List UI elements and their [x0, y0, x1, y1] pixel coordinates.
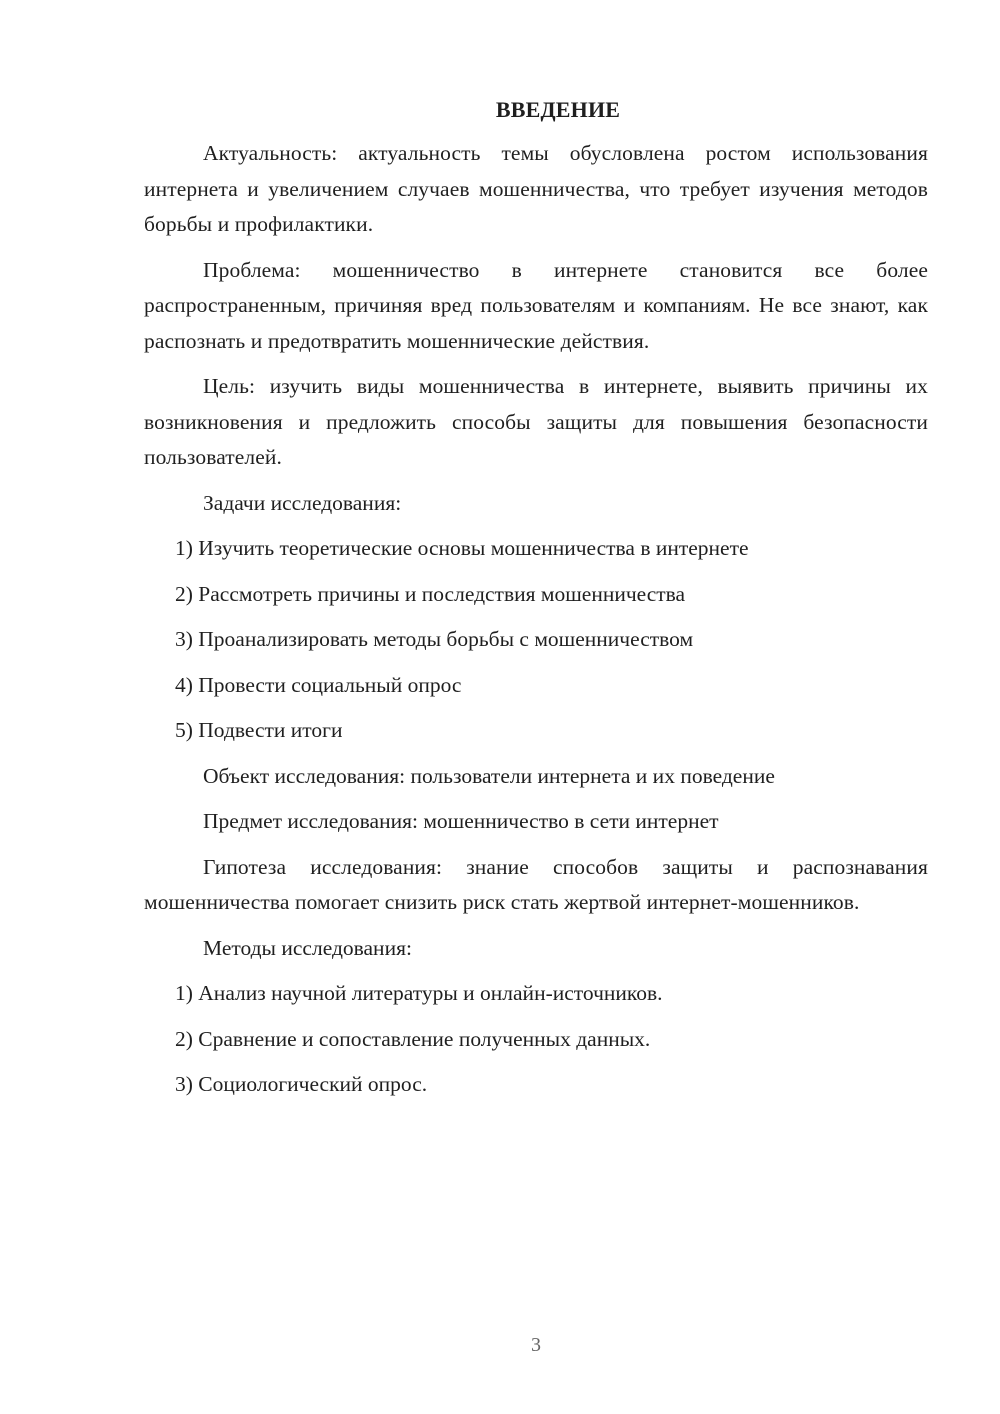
method-item: 3) Социологический опрос. [175, 1072, 428, 1096]
relevance-paragraph: Актуальность: актуальность темы обусловлена ростом использования интернета и увеличением случаев мошенничества, что требует изучения методов борьбы и профилактики. [144, 141, 928, 236]
task-item: 5) Подвести итоги [175, 718, 343, 742]
tasks-label: Задачи исследования: [203, 490, 402, 515]
task-item: 4) Провести социальный опрос [175, 672, 462, 697]
goal-paragraph: Цель: изучить виды мошенничества в интернете, выявить причины их возникновения и предложить способы защиты для повышения безопасности пользователей. [144, 374, 928, 469]
tasks-list [144, 531, 928, 749]
section-heading: ВВЕДЕНИЕ [495, 97, 621, 122]
page-number: 3 [531, 1334, 541, 1356]
task-item: 3) Проанализировать методы борьбы с мошенничеством [175, 627, 694, 651]
method-item: 1) Анализ научной литературы и онлайн-источников. [175, 981, 663, 1005]
method-item: 2) Сравнение и сопоставление полученных данных. [175, 1026, 651, 1051]
problem-paragraph: Проблема: мошенничество в интернете становится все более распространенным, причиняя вред пользователям и компаниям. Не все знают, как распознать и предотвратить мошеннические действия. [144, 257, 928, 353]
hypothesis-paragraph: Гипотеза исследования: знание способов защиты и распознавания мошенничества помогает снизить риск стать жертвой интернет-мошенников. [144, 854, 928, 914]
object-line: Объект исследования: пользователи интернета и их поведение [203, 763, 775, 788]
subject-line: Предмет исследования: мошенничество в сети интернет [203, 809, 719, 833]
methods-list [144, 976, 928, 1103]
methods-label: Методы исследования: [203, 935, 412, 960]
document-page [144, 92, 928, 1113]
task-item: 1) Изучить теоретические основы мошенничества в интернете [175, 536, 749, 560]
task-item: 2) Рассмотреть причины и последствия мошенничества [175, 581, 686, 606]
